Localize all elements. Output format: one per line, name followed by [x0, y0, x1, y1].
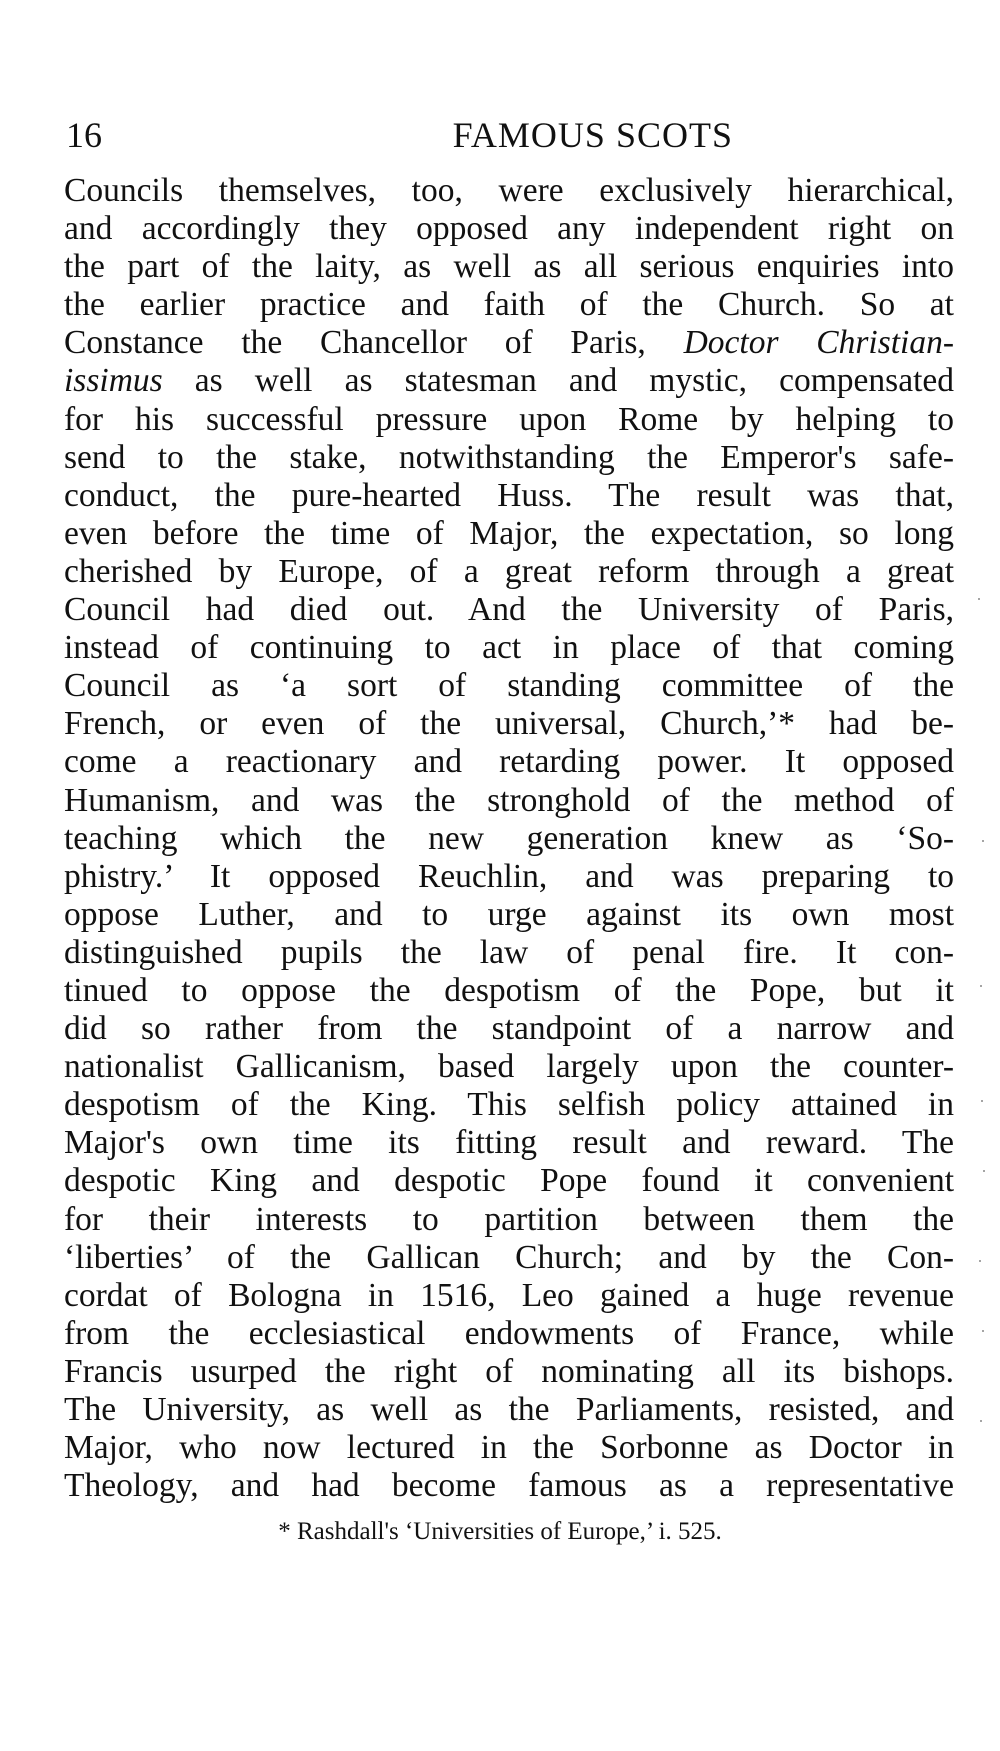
text-run: as well as statesman and mystic, compensated	[162, 362, 954, 400]
text-line: tinued to oppose the despotism of the Pope, but it	[64, 971, 954, 1009]
footnote: * Rashdall's ‘Universities of Europe,’ i. 525.	[278, 1518, 722, 1545]
text-line: did so rather from the standpoint of a narrow and	[64, 1010, 954, 1048]
text-line: Humanism, and was the stronghold of the method of	[64, 781, 954, 819]
page-number: 16	[66, 115, 102, 155]
text-run: Constance the Chancellor of Paris,	[64, 324, 684, 362]
text-line: even before the time of Major, the expectation, so long	[64, 514, 954, 552]
text-line: for their interests to partition between them the	[64, 1200, 954, 1238]
text-line: Francis usurped the right of nominating all its bishops.	[64, 1352, 954, 1390]
text-line: oppose Luther, and to urge against its own most	[64, 895, 954, 933]
scan-speck	[978, 598, 980, 600]
text-line: the earlier practice and faith of the Church. So at	[64, 286, 954, 324]
text-line: Council as ‘a sort of standing committee of the	[64, 667, 954, 705]
text-line: French, or even of the universal, Church,’* had be-	[64, 705, 954, 743]
scan-speck	[981, 1100, 983, 1102]
text-line-with-italic	[64, 362, 954, 400]
text-line: instead of continuing to act in place of that coming	[64, 629, 954, 667]
running-title: FAMOUS SCOTS	[452, 115, 733, 155]
text-line-with-italic	[64, 324, 954, 362]
text-line: Major's own time its fitting result and reward. The	[64, 1124, 954, 1162]
text-line: phistry.’ It opposed Reuchlin, and was preparing to	[64, 857, 954, 895]
text-line: for his successful pressure upon Rome by helping to	[64, 400, 954, 438]
italic-text: Doctor Christian-	[683, 324, 954, 362]
italic-text: issimus	[64, 362, 163, 400]
text-line: ‘liberties’ of the Gallican Church; and by the Con-	[64, 1238, 954, 1276]
text-line: nationalist Gallicanism, based largely upon the counter-	[64, 1048, 954, 1086]
text-line: despotic King and despotic Pope found it convenient	[64, 1162, 954, 1200]
scan-speck	[982, 1330, 984, 1332]
scan-speck	[982, 840, 984, 842]
text-line: cordat of Bologna in 1516, Leo gained a huge revenue	[64, 1276, 954, 1314]
text-line: the part of the laity, as well as all serious enquiries into	[64, 248, 954, 286]
text-line: distinguished pupils the law of penal fire. It con-	[64, 933, 954, 971]
text-line: Theology, and had become famous as a representative	[64, 1467, 954, 1505]
text-line: Councils themselves, too, were exclusively hierarchical,	[64, 172, 954, 209]
running-head	[66, 110, 950, 160]
scan-speck	[979, 1260, 981, 1262]
scan-speck	[983, 1170, 985, 1172]
text-line: conduct, the pure-hearted Huss. The result was that,	[64, 476, 954, 514]
scan-speck	[980, 985, 982, 987]
body-text	[64, 172, 954, 1505]
text-line: Major, who now lectured in the Sorbonne as Doctor in	[64, 1429, 954, 1467]
text-line: come a reactionary and retarding power. It opposed	[64, 743, 954, 781]
text-line: from the ecclesiastical endowments of France, while	[64, 1314, 954, 1352]
text-line: despotism of the King. This selfish policy attained in	[64, 1086, 954, 1124]
text-line: teaching which the new generation knew as ‘So-	[64, 819, 954, 857]
text-line: cherished by Europe, of a great reform through a great	[64, 552, 954, 590]
scan-speck	[980, 1420, 982, 1422]
text-line: and accordingly they opposed any independent right on	[64, 210, 954, 248]
text-line: send to the stake, notwithstanding the Emperor's safe-	[64, 438, 954, 476]
text-line: The University, as well as the Parliaments, resisted, and	[64, 1391, 954, 1428]
text-line: Council had died out. And the University of Paris,	[64, 591, 954, 629]
